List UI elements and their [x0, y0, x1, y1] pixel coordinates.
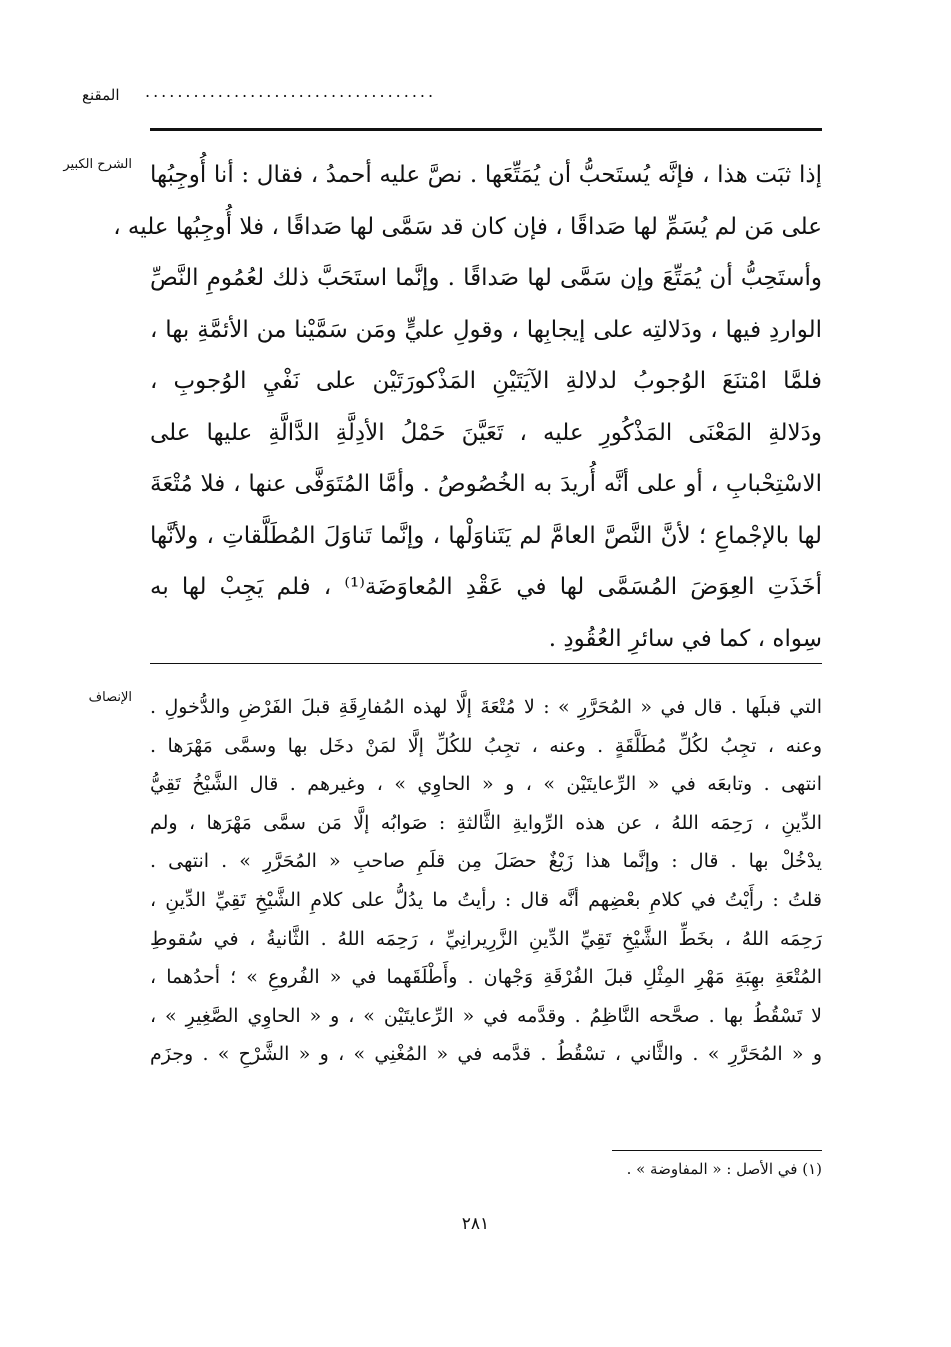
insaf-text [150, 688, 822, 1074]
footnote-rule [612, 1150, 822, 1151]
text-line: سِواه ، كما في سائرِ العُقُودِ . [548, 625, 822, 652]
text-line: لا تَسْقُطُ بها . صحَّحه النَّاظِمُ . وقدَّمه في « الرِّعايتَيْن » ، و « الحاوِي الصَّغِيرِ » ، [150, 1004, 822, 1027]
text-line: الاسْتِحْبابِ ، أو على أنَّه أُريدَ به الخُصُوصُ . وأمَّا المُتَوَفَّى عنها ، فلا مُتْعَةَ [150, 471, 822, 497]
text-line: أخَذَتِ العِوَضَ المُسَمَّى لها في عَقْدِ المُعاوَضَة⁽¹⁾ ، فلم يَجِبْ لها به [150, 574, 822, 600]
text-line: المُتْعَةِ بهِبَةِ مَهْرِ المِثْلِ قبلَ الفُرْقَةِ وَجْهان . وأَطْلَقَهما في « الفُروعِ » ؛ أحدُهما ، [150, 966, 822, 989]
main-commentary-text [113, 150, 822, 665]
footnote: (١) في الأصل : « المفاوضة » . [626, 1160, 822, 1178]
section-divider [150, 663, 822, 664]
section-label-sharh: الشرح الكبير [63, 157, 132, 172]
text-line: التي قبلَها . قال في « المُحَرَّرِ » : لا مُتْعَةَ إلَّا لهذه المُفارِقَةِ قبلَ الفَرْضِ والدُّخولِ . [150, 696, 822, 718]
text-line: لها بالإجْماعِ ؛ لأنَّ النَّصَّ العامَّ لم يَتَناوَلْها ، وإنَّما تَناوَلَ المُطَلَّقاتِ ، ولأنَّها [150, 522, 822, 549]
running-head-title: المقنع [82, 86, 120, 104]
text-line: إذا ثبَت هذا ، فإنَّه يُستَحبُّ أن يُمَتِّعَها . نصَّ عليه أحمدُ ، فقال : أنا أُوجِبُها [150, 162, 822, 188]
text-line: الدِّينِ ، رَحِمَه اللهُ ، عن هذه الرِّوايةِ الثَّالثةِ : صَوابُه إلَّا مَن سمَّى مَهْرَها ، ولم [150, 811, 822, 834]
section-label-insaf: الإنصاف [88, 690, 132, 705]
text-line: وعنه ، تجِبُ لكُلِّ مُطَلَّقَةٍ . وعنه ، تجِبُ للكُلِّ إلَّا لمَنْ دخَل بها وسمَّى مَهْرَها . [150, 734, 822, 757]
text-line: فلمَّا امْتنَعَ الوُجوبُ لدلالةِ الآيَتَيْنِ المَذْكورَتَيْن على نَفْيِ الوُجوبِ ، [150, 368, 822, 394]
text-line: ودَلالةِ المَعْنَى المَذْكُورِ عليه ، تَعَيَّنَ حَمْلُ الأدِلَّةِ الدَّالَّةِ عليها على [150, 419, 822, 446]
text-line: رَحِمَه اللهُ ، بخَطِّ الشَّيْخِ تَقِيِّ الدِّينِ الزَّرِيرانِيِّ ، رَحِمَه اللهُ . الثَّانيةُ ، في سُقوطِ [150, 927, 822, 950]
text-line: وأستَحِبُّ أن يُمَتِّعَ وإن سَمَّى لها صَداقًا . وإنَّما استَحَبَّ ذلك لعُمُومِ النَّصِّ [150, 265, 822, 291]
header-leader-dots: .................................... [145, 82, 437, 101]
text-line: الواردِ فيها ، ودَلالتِه على إيجابِها ، وقولِ عليٍّ ومَن سَمَّيْنا من الأئمَّةِ بها ، [150, 316, 822, 343]
text-line: يدْخُلْ بها . قال : وإنَّما هذا زَيْغٌ حصَلَ مِن قلَمِ صاحبِ « المُحَرَّرِ » . انتهى . [150, 850, 822, 873]
text-line: انتهى . وتابعَه في « الرِّعايتَيْن » ، و « الحاوِي » ، وغيرهم . قال الشَّيْخُ تَقِيُّ [150, 773, 822, 796]
text-line: على مَن لم يُسَمِّ لها صَداقًا ، فإن كان قد سَمَّى لها صَداقًا ، فلا أُوجِبُها عليه ، [113, 213, 822, 240]
header-rule [150, 128, 822, 131]
page-number: ٢٨١ [461, 1214, 490, 1234]
text-line: قلتُ : رأَيْتُ في كلامِ بعْضِهم أنَّه قال : رأيتُ ما يدُلُّ على كلامِ الشَّيْخِ تَقِيِّ الدِّينِ ، [150, 888, 822, 911]
text-line: و « المُحَرَّرِ » . والثَّاني ، تسْقُطُ . قدَّمه في « المُغْنِي » ، و « الشَّرْحِ » . وجزَم [150, 1043, 822, 1066]
